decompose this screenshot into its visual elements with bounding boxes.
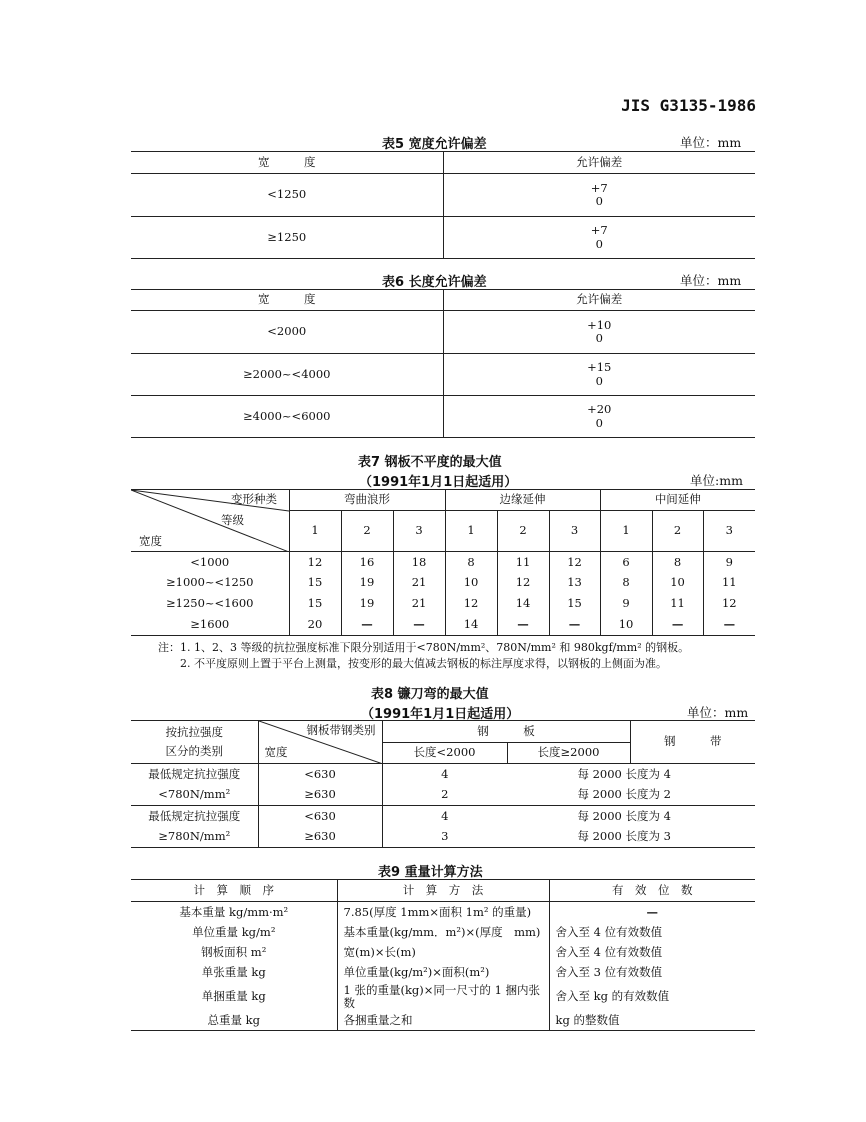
deviation-upper: +7 — [590, 180, 608, 195]
width-cell: <630 — [258, 764, 382, 785]
table5-row-width: <1250 — [131, 174, 443, 217]
document-number: JIS G3135-1986 — [621, 96, 756, 115]
table-row — [131, 615, 755, 636]
category-header — [131, 721, 258, 764]
width-cell: <1000 — [190, 554, 230, 569]
strip-value: 每 2000 长度为 4 — [577, 766, 671, 781]
table-row — [131, 923, 755, 943]
table8-title: 表8 镰刀弯的最大值 — [371, 687, 489, 702]
value-cell: — — [703, 615, 755, 636]
width-cell: ≥1000~<1250 — [166, 575, 254, 590]
digits-cell: kg 的整数值 — [549, 1010, 755, 1031]
method-cell: 1 张的重量(kg)×同一尺寸的 1 捆内张数 — [337, 984, 549, 1010]
deviation-upper: +20 — [587, 402, 612, 417]
deviation-upper: +10 — [587, 317, 612, 332]
value-cell: — — [497, 615, 549, 636]
grade-header: 2 — [497, 511, 549, 552]
value-cell: 12 — [497, 573, 549, 594]
table5-row-width: ≥1250 — [131, 217, 443, 259]
value-cell: 11 — [703, 573, 755, 594]
table7-note-1: 注：1. 1、2、3 等级的抗拉强度标准下限分别适用于<780N/mm²、780N/mm² 和 980kgf/mm² 的钢板。 — [158, 641, 690, 654]
value-cell: 16 — [341, 552, 393, 573]
strip-header: 钢 带 — [630, 721, 755, 764]
order-cell: 单位重量 kg/m² — [192, 924, 276, 939]
table5-row-deviation — [443, 174, 755, 217]
table-row — [131, 806, 755, 827]
grade-header: 2 — [652, 511, 703, 552]
table8 — [131, 720, 755, 848]
category-label: ≥780N/mm² — [131, 827, 258, 848]
category-label: 最低规定抗拉强度 — [148, 808, 241, 823]
digits-cell: 舍入至 4 位有效数值 — [549, 943, 755, 963]
table6-unit: 单位：mm — [680, 273, 742, 288]
value-cell: 12 — [445, 594, 497, 615]
value-cell: 10 — [652, 573, 703, 594]
table6-header-deviation: 允许偏差 — [443, 290, 755, 311]
table-row — [131, 902, 755, 923]
order-cell: 基本重量 kg/mm·m² — [179, 904, 289, 919]
width-cell: ≥1600 — [131, 615, 289, 636]
table9 — [131, 879, 755, 1031]
table9-title: 表9 重量计算方法 — [378, 865, 483, 880]
value-cell: 8 — [652, 552, 703, 573]
value-cell: 20 — [289, 615, 341, 636]
table6-row-deviation — [443, 311, 755, 354]
table6-row-width: ≥2000~<4000 — [131, 354, 443, 396]
corner-grade-label: 等级 — [221, 513, 244, 527]
corner-width-label: 宽度 — [264, 745, 288, 759]
grade-header: 3 — [393, 511, 445, 552]
value-cell: 12 — [549, 552, 600, 573]
corner-deformation-label: 变形种类 — [231, 492, 277, 506]
width-cell: ≥630 — [258, 827, 382, 848]
table7-corner-cell — [131, 490, 289, 552]
category-header-line2: 区分的类别 — [165, 744, 223, 758]
value-cell: 21 — [393, 594, 445, 615]
value-cell: 9 — [703, 552, 755, 573]
table7-title: 表7 钢板不平度的最大值 — [358, 455, 502, 470]
table6-row-width: ≥4000~<6000 — [131, 396, 443, 438]
table6-row-deviation — [443, 396, 755, 438]
value-cell: 12 — [703, 594, 755, 615]
table-row — [131, 573, 755, 594]
table7-subtitle: （1991年1月1日起适用） — [359, 475, 518, 490]
deviation-lower: 0 — [595, 194, 603, 208]
value-cell: 15 — [289, 594, 341, 615]
table9-header-digits: 有 效 位 数 — [549, 880, 755, 902]
table6-row-deviation — [443, 354, 755, 396]
table8-unit: 单位：mm — [687, 705, 749, 720]
deviation-lower: 0 — [595, 415, 603, 430]
digits-cell: — — [549, 902, 755, 923]
method-cell: 宽(m)×长(m) — [337, 943, 549, 963]
value-cell: 14 — [445, 615, 497, 636]
group-header: 弯曲浪形 — [289, 490, 445, 511]
method-cell: 单位重量(kg/m²)×面积(m²) — [337, 963, 549, 984]
value-cell: 18 — [393, 552, 445, 573]
grade-header: 1 — [600, 511, 652, 552]
order-cell: 总重量 kg — [131, 1010, 337, 1031]
table-row — [131, 827, 755, 848]
value-cell: 10 — [600, 615, 652, 636]
table5-header-width: 宽 度 — [131, 152, 443, 174]
diagonal-corner-cell — [258, 721, 382, 764]
plate-value: 4 — [382, 806, 507, 827]
table-row — [131, 552, 755, 573]
table6 — [131, 289, 755, 438]
table5-row-deviation — [443, 217, 755, 259]
value-cell: 21 — [393, 573, 445, 594]
value-cell: — — [341, 615, 393, 636]
table9-header-method: 计 算 方 法 — [337, 880, 549, 902]
table7 — [131, 489, 755, 636]
method-cell: 7.85(厚度 1mm×面积 1m² 的重量) — [337, 902, 549, 923]
strip-value: 每 2000 长度为 2 — [507, 785, 755, 806]
table6-row-width: <2000 — [131, 311, 443, 354]
table8-subtitle: （1991年1月1日起适用） — [361, 707, 520, 722]
value-cell: 12 — [289, 552, 341, 573]
plate-value: 4 — [382, 764, 507, 785]
table-row — [131, 984, 755, 1010]
method-cell: 各捆重量之和 — [337, 1010, 549, 1031]
plate-value: 2 — [382, 785, 507, 806]
order-cell: 单张重量 kg — [201, 965, 266, 980]
value-cell: 11 — [497, 552, 549, 573]
value-cell: — — [393, 615, 445, 636]
table-row — [131, 1010, 755, 1031]
table7-unit: 单位:mm — [690, 473, 743, 488]
corner-type-label: 钢板带钢类别 — [306, 723, 376, 737]
width-cell: ≥1250~<1600 — [166, 596, 254, 611]
deviation-upper: +7 — [590, 223, 608, 238]
grade-header: 2 — [341, 511, 393, 552]
value-cell: 19 — [341, 573, 393, 594]
value-cell: 6 — [600, 552, 652, 573]
value-cell: — — [549, 615, 600, 636]
grade-header: 3 — [549, 511, 600, 552]
value-cell: 15 — [289, 573, 341, 594]
width-cell: ≥630 — [258, 785, 382, 806]
value-cell: 15 — [549, 594, 600, 615]
category-label: <780N/mm² — [131, 785, 258, 806]
value-cell: — — [652, 615, 703, 636]
order-cell: 单捆重量 kg — [201, 989, 266, 1004]
strip-value: 每 2000 长度为 4 — [577, 808, 671, 823]
digits-cell: 舍入至 4 位有效数值 — [549, 923, 755, 943]
table5-title: 表5 宽度允许偏差 — [382, 137, 487, 152]
value-cell: 8 — [445, 552, 497, 573]
table9-header-order: 计 算 顺 序 — [131, 880, 337, 902]
plate-subheader: 长度<2000 — [382, 743, 507, 764]
deviation-lower: 0 — [595, 331, 603, 345]
deviation-lower: 0 — [595, 373, 603, 388]
table-row — [131, 943, 755, 963]
grade-header: 3 — [703, 511, 755, 552]
plate-subheader: 长度≥2000 — [507, 743, 630, 764]
group-header: 边缘延伸 — [445, 490, 600, 511]
value-cell: 10 — [445, 573, 497, 594]
strip-value: 每 2000 长度为 3 — [507, 827, 755, 848]
value-cell: 13 — [549, 573, 600, 594]
table5-unit: 单位：mm — [680, 135, 742, 150]
category-label: 最低规定抗拉强度 — [148, 766, 241, 781]
table-row — [131, 594, 755, 615]
group-header: 中间延伸 — [600, 490, 755, 511]
grade-header: 1 — [289, 511, 341, 552]
corner-width-label: 宽度 — [139, 534, 162, 548]
method-cell: 基本重量(kg/mm．m²)×(厚度 mm) — [337, 923, 549, 943]
table7-note-2: 2. 不平度原则上置于平台上测量，按变形的最大值减去钢板的标注厚度求得，以钢板的上侧面为准。 — [180, 657, 667, 670]
deviation-upper: +15 — [587, 360, 612, 375]
plate-header: 钢 板 — [382, 721, 630, 743]
digits-cell: 舍入至 kg 的有效数值 — [549, 984, 755, 1010]
value-cell: 19 — [341, 594, 393, 615]
value-cell: 11 — [652, 594, 703, 615]
order-cell: 钢板面积 m² — [201, 944, 267, 959]
table-row — [131, 963, 755, 984]
value-cell: 8 — [600, 573, 652, 594]
table5-header-deviation: 允许偏差 — [443, 152, 755, 174]
deviation-lower: 0 — [595, 236, 603, 251]
plate-value: 3 — [382, 827, 507, 848]
table5 — [131, 151, 755, 259]
width-cell: <630 — [258, 806, 382, 827]
table-row — [131, 764, 755, 785]
value-cell: 9 — [600, 594, 652, 615]
digits-cell: 舍入至 3 位有效数值 — [549, 963, 755, 984]
table-row — [131, 785, 755, 806]
category-header-line1: 按抗拉强度 — [165, 724, 223, 739]
table6-title: 表6 长度允许偏差 — [382, 275, 487, 290]
table6-header-width: 宽 度 — [131, 290, 443, 311]
grade-header: 1 — [445, 511, 497, 552]
value-cell: 14 — [497, 594, 549, 615]
